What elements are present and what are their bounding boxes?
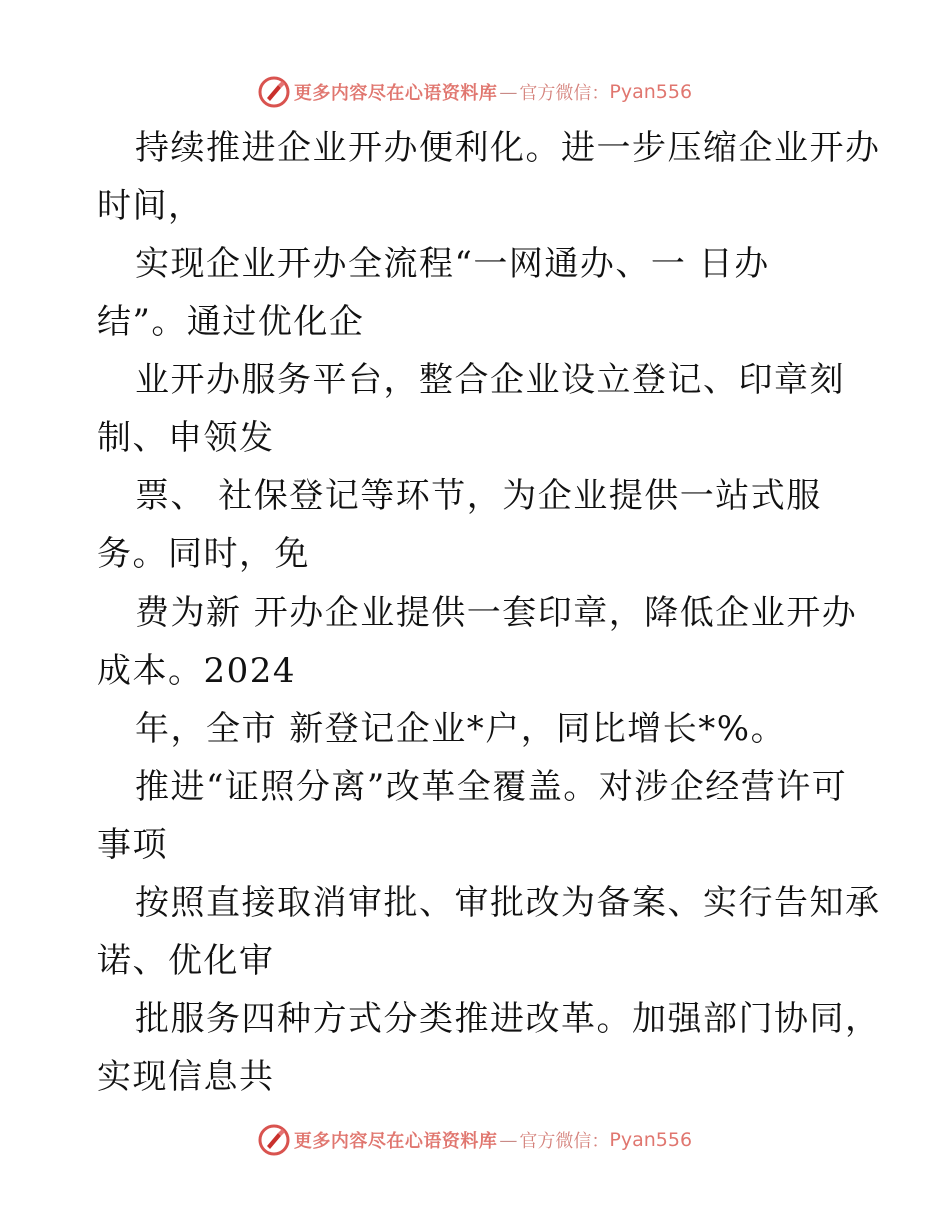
header-separator: — bbox=[499, 81, 518, 103]
text-line: 持续推进企业开办便利化。进一步压缩企业开办 bbox=[135, 128, 881, 168]
text-line: 实现信息共 bbox=[97, 1057, 275, 1097]
text-line: 事项 bbox=[97, 825, 168, 865]
text-line: 批服务四种方式分类推进改革。加强部门协同， bbox=[135, 999, 881, 1039]
text-line: 制、申领发 bbox=[97, 418, 275, 458]
footer-wechat-label: 官方微信： bbox=[519, 1131, 610, 1152]
footer-resource-link[interactable]: 更多内容尽在心语资料库 bbox=[293, 1131, 498, 1152]
text-line: 票、 社保登记等环节，为企业提供一站式服 bbox=[135, 476, 822, 516]
text-line: 实现企业开办全流程“一网通办、一 日办 bbox=[135, 244, 770, 284]
footer-banner bbox=[0, 1120, 950, 1160]
header-resource-link[interactable]: 更多内容尽在心语资料库 bbox=[293, 83, 498, 104]
text-line: 成本。2024 bbox=[97, 651, 297, 691]
footer-wechat-id: Pyan556 bbox=[609, 1129, 693, 1151]
text-line: 推进“证照分离”改革全覆盖。对涉企经营许可 bbox=[135, 767, 848, 807]
text-line: 务。同时，免 bbox=[97, 534, 310, 574]
header-wechat-label: 官方微信： bbox=[519, 83, 610, 104]
text-line: 按照直接取消审批、审批改为备案、实行告知承 bbox=[135, 883, 881, 923]
text-line: 时间， bbox=[97, 186, 204, 226]
text-line: 结”。通过优化企 bbox=[97, 302, 365, 342]
text-line: 诺、优化审 bbox=[97, 941, 275, 981]
text-line: 费为新 开办企业提供一套印章，降低企业开办 bbox=[135, 593, 858, 633]
text-line: 年，全市 新登记企业*户，同比增长*%。 bbox=[135, 709, 787, 749]
brand-logo-icon bbox=[258, 1124, 290, 1156]
header-wechat-id: Pyan556 bbox=[609, 81, 693, 103]
text-line: 业开办服务平台，整合企业设立登记、印章刻 bbox=[135, 360, 845, 400]
footer-separator: — bbox=[499, 1129, 518, 1151]
